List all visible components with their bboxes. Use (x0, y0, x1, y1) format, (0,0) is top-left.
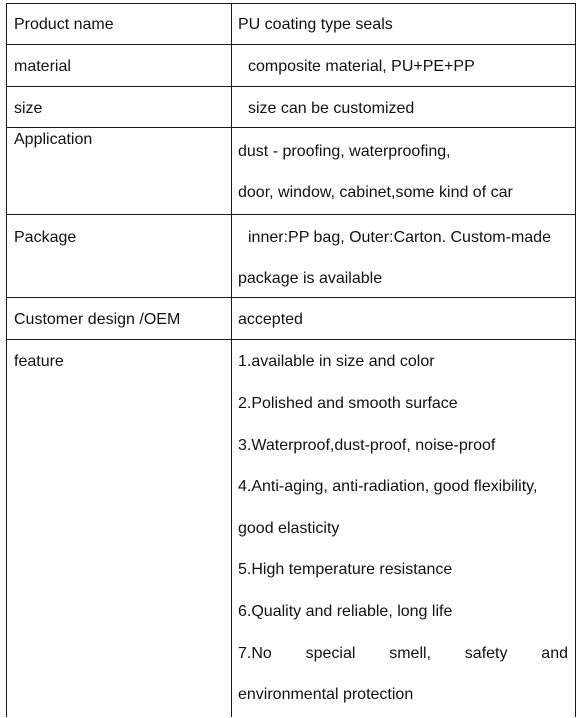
package-line: package is available (238, 270, 383, 287)
application-line: dust - proofing, waterproofing, (238, 143, 451, 160)
product-name-value: PU coating type seals (238, 16, 393, 33)
feature-line: 4.Anti-aging, anti-radiation, good flexibility, (238, 478, 538, 495)
spec-table (6, 3, 576, 717)
feature-line: 1.available in size and color (238, 353, 435, 370)
package-label: Package (14, 229, 77, 246)
material-label: material (14, 58, 71, 75)
oem-value: accepted (238, 311, 303, 328)
size-label: size (14, 100, 43, 117)
table-row-product-name (7, 4, 575, 45)
table-row-package (7, 215, 575, 298)
application-line: door, window, cabinet,some kind of car (238, 184, 513, 201)
table-row-feature (7, 340, 575, 718)
feature-line: 2.Polished and smooth surface (238, 395, 458, 412)
material-value: composite material, PU+PE+PP (248, 58, 475, 75)
table-row-size (7, 87, 575, 128)
feature-line: 6.Quality and reliable, long life (238, 603, 453, 620)
feature-line: good elasticity (238, 520, 340, 537)
oem-label: Customer design /OEM (14, 311, 181, 328)
size-value: size can be customized (248, 100, 415, 117)
feature-line: 5.High temperature resistance (238, 561, 453, 578)
feature-line: environmental protection (238, 686, 414, 703)
feature-line: 3.Waterproof,dust-proof, noise-proof (238, 437, 496, 454)
table-row-application (7, 128, 575, 215)
feature-line: 7.No special smell, safety and (238, 645, 568, 662)
application-label: Application (14, 131, 93, 148)
feature-label: feature (14, 353, 64, 370)
table-row-material (7, 45, 575, 87)
package-line: inner:PP bag, Outer:Carton. Custom-made (248, 229, 551, 246)
table-row-oem (7, 298, 575, 340)
product-name-label: Product name (14, 16, 114, 33)
